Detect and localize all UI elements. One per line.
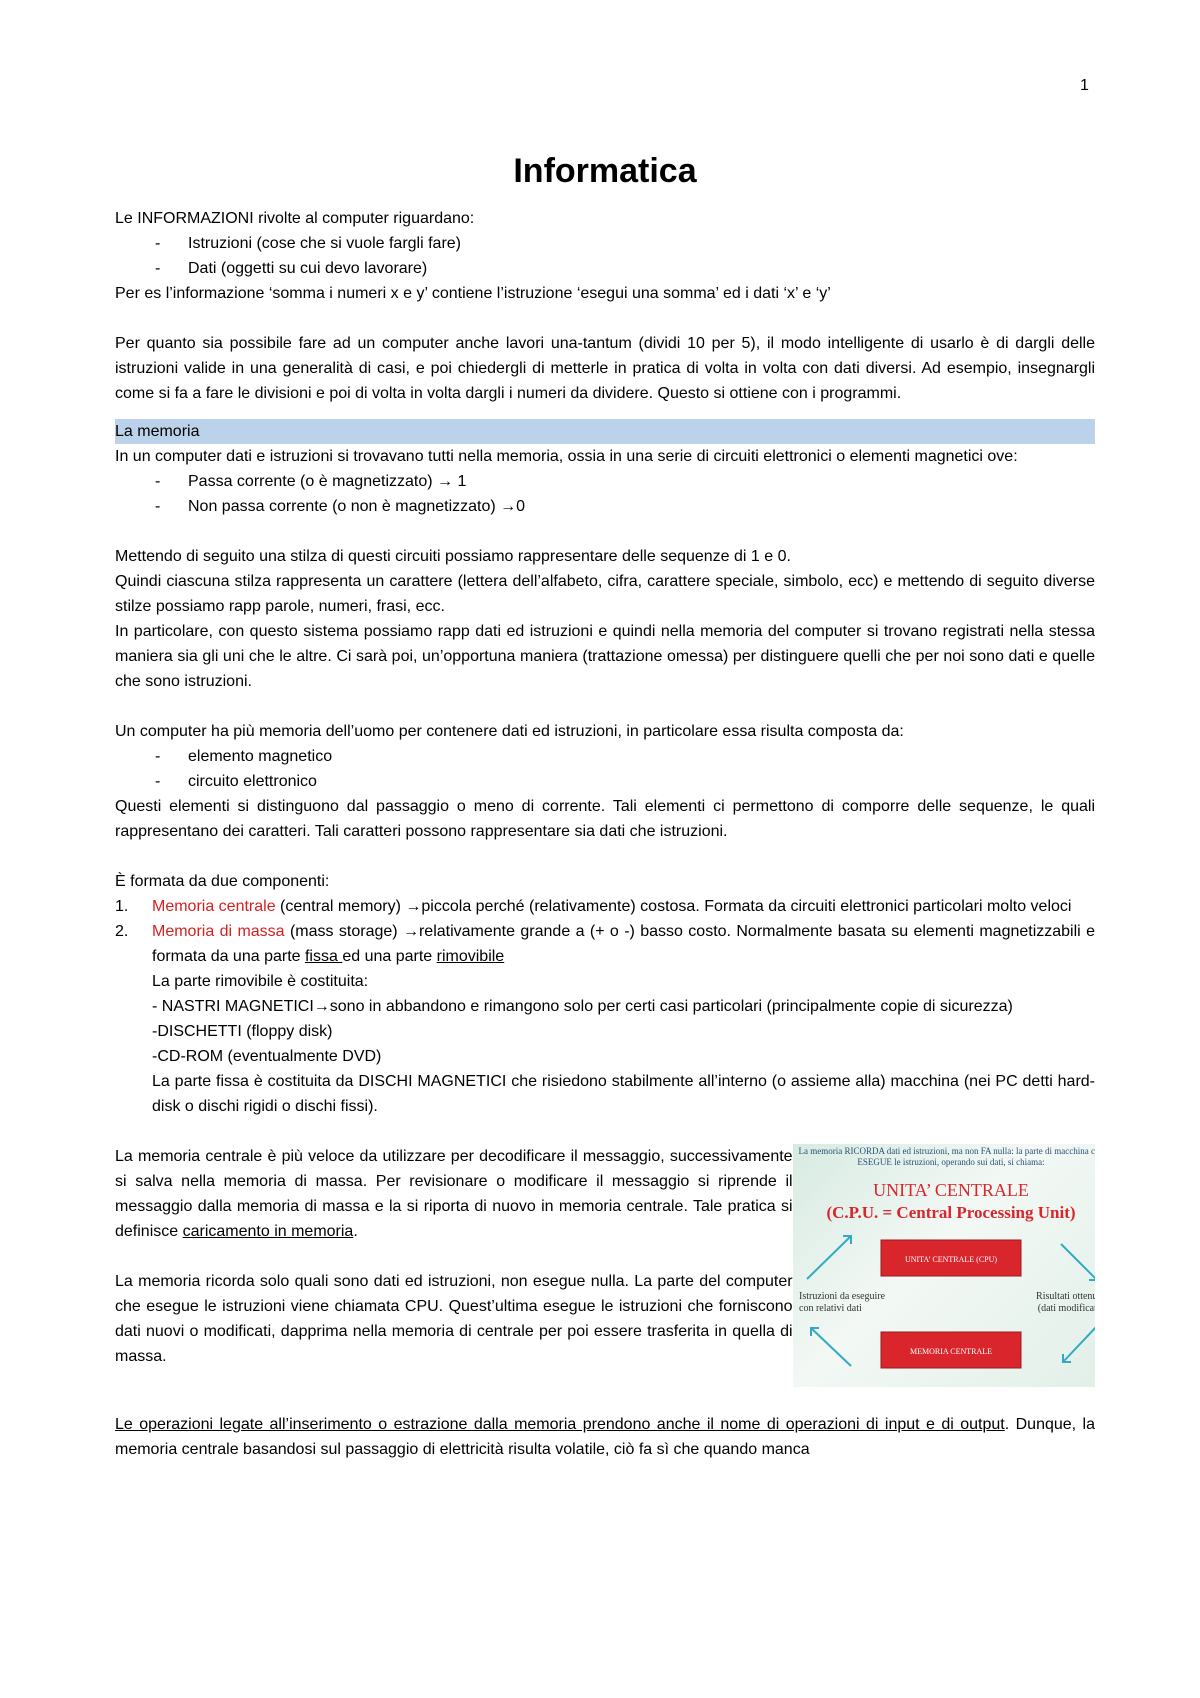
cpu-diagram-image: [793, 1144, 1104, 1387]
memoria-paragraph: Questi elementi si distinguono dal passaggio o meno di corrente. Tali elementi ci permettono di comporre delle sequenze, le quali rappresentano dei caratteri. Tali caratteri possono rappresentare sia dati che istruzioni.: [115, 798, 1095, 840]
memoria-paragraph: Mettendo di seguito una stilza di questi circuiti possiamo rappresentare delle sequenze di 1 e 0.: [115, 548, 791, 565]
caricamento-term: caricamento in memoria: [182, 1223, 354, 1240]
list-item: - circuito elettronico: [115, 769, 1095, 794]
cpu-paragraph: La memoria ricorda solo quali sono dati ed istruzioni, non esegue nulla. La parte del computer che esegue le istruzioni viene chiamata CPU. Quest’ultima esegue le istruzioni che forniscono dati nuovi o modificati, dapprima nella memoria di centrale per poi essere trasferita in quella di massa.: [115, 1273, 793, 1365]
term-memoria-di-massa: Memoria di massa: [152, 923, 285, 940]
input-output-term: Le operazioni legate all’inserimento o estrazione dalla memoria prendono anche il nome di operazioni di input e di output: [115, 1416, 1005, 1433]
removable-lead: La parte rimovibile è costituita:: [152, 973, 369, 990]
memoria-paragraph: In particolare, con questo sistema possiamo rapp dati ed istruzioni e quindi nella memoria del computer si trovano registrati nella stessa maniera sia gli uni che le altre. Ci sarà poi, un’opportuna maniera (trattazione omessa) per distinguere quelli che per noi sono dati e quelle che sono istruzioni.: [115, 623, 1095, 690]
list-item: - Passa corrente (o è magnetizzato) → 1: [115, 469, 1095, 494]
list-item: - Non passa corrente (o non è magnetizzato) →0: [115, 494, 1095, 519]
left-label-line2: con relativi dati: [798, 1303, 862, 1314]
paragraph-text: La memoria centrale è più veloce da utilizzare per decodificare il messaggio, successivamente si salva nella memoria di massa. Per revisionare o modificare il messaggio si riprende il messaggio dalla memoria di massa e la si riporta di nuovo in memoria centrale. Tale pratica si definisce: [115, 1148, 793, 1240]
figure-title-line1: UNITA’ CENTRALE: [872, 1180, 1029, 1200]
float-text: [115, 1144, 793, 1369]
component-item: [115, 919, 1095, 1119]
central-memory-paragraph: [115, 1144, 793, 1244]
intro-lead: Le INFORMAZIONI rivolte al computer riguardano:: [115, 210, 475, 227]
removable-item: -CD-ROM (eventualmente DVD): [152, 1048, 382, 1065]
term-description: ed una parte: [342, 948, 437, 965]
component-item: [115, 894, 1095, 919]
memory-box-label: MEMORIA CENTRALE: [909, 1347, 992, 1356]
memoria-intro: In un computer dati e istruzioni si trovavano tutti nella memoria, ossia in una serie di circuiti elettronici o elementi magnetici ove:: [115, 448, 1018, 465]
list-item: - Dati (oggetti su cui devo lavorare): [115, 256, 1095, 281]
term-description: (mass storage) →relativamente grande a (+ o -) basso costo. Normalmente basata su elementi magnetizzabili e formata da una parte: [152, 923, 1095, 965]
final-paragraph: [115, 1412, 1095, 1462]
paragraph-text: . Dunque, la memoria centrale basandosi sul passaggio di elettricità risulta volatile, ciò fa sì che quando manca: [115, 1416, 1095, 1458]
memoria-paragraph: Un computer ha più memoria dell’uomo per contenere dati ed istruzioni, in particolare essa risulta composta da:: [115, 723, 904, 740]
intro-list: [115, 231, 1095, 281]
item-number: 2.: [115, 923, 129, 940]
figure-caption: La memoria RICORDA dati ed istruzioni, ma non FA nulla: la parte di macchina che ESEGUE le istruzioni, operando sui dati, si chiama:: [798, 1146, 1104, 1167]
components-list: [115, 894, 1095, 1119]
removable-item: - NASTRI MAGNETICI→sono in abbandono e rimangono solo per certi casi particolari (principalmente copie di sicurezza): [152, 998, 1013, 1015]
paragraph-text: .: [353, 1223, 358, 1240]
term-description: (central memory) →piccola perché (relativamente) costosa. Formata da circuiti elettronici particolari molto veloci: [275, 898, 1072, 915]
item-number: 1.: [115, 898, 129, 915]
cpu-box-label: UNITA’ CENTRALE (CPU): [904, 1255, 997, 1264]
figure-title-line2: (C.P.U. = Central Processing Unit): [826, 1203, 1076, 1222]
underlined-word: rimovibile: [436, 948, 505, 965]
left-label-line1: Istruzioni da eseguire: [798, 1291, 885, 1302]
section-heading-memoria: La memoria: [115, 419, 1095, 444]
page-number: 1: [1080, 77, 1089, 94]
document-body: [115, 150, 1104, 1462]
fixed-part-description: La parte fissa è costituita da DISCHI MAGNETICI che risiedono stabilmente all’interno (o assieme alla) macchina (nei PC detti hard-disk o dischi rigidi o dischi fissi).: [152, 1073, 1095, 1115]
underlined-word: fissa: [304, 948, 343, 965]
components-lead: È formata da due componenti:: [115, 873, 330, 890]
list-item: - elemento magnetico: [115, 744, 1095, 769]
intro-example: Per es l’informazione ‘somma i numeri x e y’ contiene l’istruzione ‘esegui una somma’ ed i dati ‘x’ e ‘y’: [115, 285, 831, 302]
memoria-paragraph: Quindi ciascuna stilza rappresenta un carattere (lettera dell’alfabeto, cifra, carattere speciale, simbolo, ecc) e mettendo di seguito diverse stilze possiamo rapp parole, numeri, frasi, ecc.: [115, 573, 1095, 615]
list-item: - Istruzioni (cose che si vuole fargli fare): [115, 231, 1095, 256]
right-label-line1: Risultati ottenuti: [1035, 1291, 1103, 1302]
right-label-line2: (dati modificati): [1037, 1303, 1103, 1314]
removable-item: -DISCHETTI (floppy disk): [152, 1023, 333, 1040]
memoria-states-list: [115, 469, 1095, 519]
text-with-figure: [115, 1144, 1104, 1387]
page-title: Informatica: [513, 152, 697, 190]
paragraph-programs: Per quanto sia possibile fare ad un computer anche lavori una-tantum (dividi 10 per 5), il modo intelligente di usarlo è di dargli delle istruzioni valide in una generalità di casi, e poi chiedergli di metterle in pratica di volta in volta con dati diversi. Ad esempio, insegnargli come si fa a fare le divisioni e poi di volta in volta dargli i numeri da dividere. Questo si ottiene con i programmi.: [115, 335, 1095, 402]
term-memoria-centrale: Memoria centrale: [152, 898, 276, 915]
memoria-elements-list: [115, 744, 1095, 794]
